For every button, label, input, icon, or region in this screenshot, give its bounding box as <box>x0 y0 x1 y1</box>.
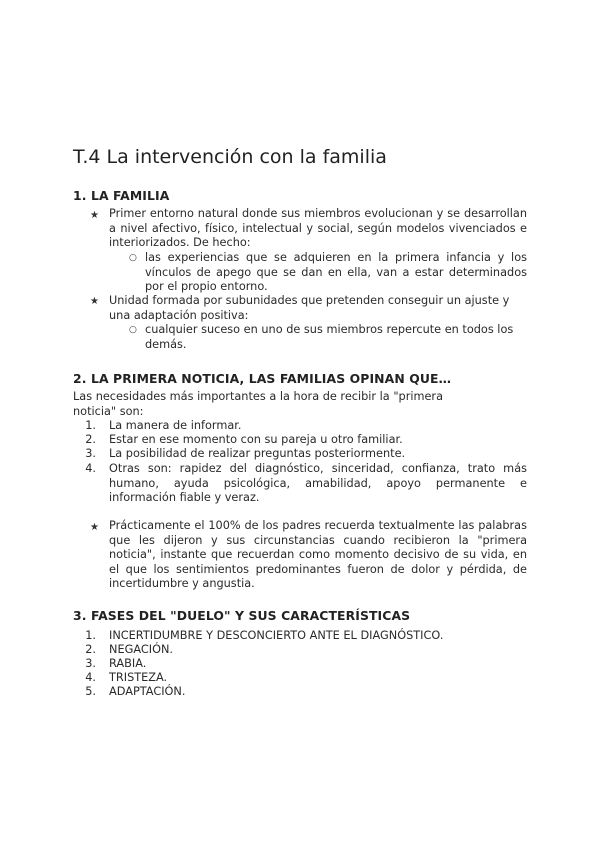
phase-item-1: INCERTIDUMBRE Y DESCONCIERTO ANTE EL DIAGNÓSTICO. <box>109 629 444 642</box>
phase-item-2: NEGACIÓN. <box>109 643 174 656</box>
section-2-item-3: La posibilidad de realizar preguntas posteriormente. <box>109 447 406 460</box>
list-number: 1. <box>85 629 96 642</box>
phase-item-4: TRISTEZA. <box>109 671 168 684</box>
star-bullet-icon: ★ <box>90 522 99 533</box>
circle-bullet-icon: ○ <box>129 325 137 335</box>
document-title: T.4 La intervención con la familia <box>73 146 387 168</box>
circle-bullet-icon: ○ <box>129 253 137 263</box>
list-number: 3. <box>85 447 96 460</box>
section-1-bullet-1-sub: las experiencias que se adquieren en la primera infancia y los vínculos de apego que se dan en ella, van a estar determinados por el propio entorno. <box>145 251 527 293</box>
section-1-bullet-2-sub: cualquier suceso en uno de sus miembros repercute en todos los demás. <box>145 323 514 351</box>
list-number: 4. <box>85 671 96 684</box>
section-2-item-2: Estar en ese momento con su pareja u otro familiar. <box>109 433 403 446</box>
star-bullet-icon: ★ <box>90 210 99 221</box>
phase-item-5: ADAPTACIÓN. <box>109 685 186 698</box>
section-2-heading: 2. LA PRIMERA NOTICIA, LAS FAMILIAS OPINAN QUE… <box>73 371 452 386</box>
section-1-bullet-2: Unidad formada por subunidades que pretenden conseguir un ajuste y una adaptación positiva: <box>109 294 510 322</box>
list-number: 1. <box>85 419 96 432</box>
phase-item-3: RABIA. <box>109 657 147 670</box>
list-number: 4. <box>85 462 96 475</box>
star-bullet-icon: ★ <box>90 296 99 307</box>
section-3-heading: 3. FASES DEL "DUELO" Y SUS CARACTERÍSTICAS <box>73 608 411 623</box>
list-number: 2. <box>85 433 96 446</box>
section-1-heading: 1. LA FAMILIA <box>73 188 170 203</box>
list-number: 3. <box>85 657 96 670</box>
section-1-bullet-1: Primer entorno natural donde sus miembros evolucionan y se desarrollan a nivel afectivo, físico, intelectual y social, según modelos vivenciados e interiorizados. De hecho: <box>109 207 527 249</box>
section-2-intro: Las necesidades más importantes a la hora de recibir la "primera noticia" son: <box>73 390 443 418</box>
list-number: 2. <box>85 643 96 656</box>
section-2-item-1: La manera de informar. <box>109 419 242 432</box>
section-2-item-4: Otras son: rapidez del diagnóstico, sinceridad, confianza, trato más humano, ayuda psicológica, amabilidad, apoyo permanente e información fiable y veraz. <box>109 462 527 504</box>
section-2-star-note: Prácticamente el 100% de los padres recuerda textualmente las palabras que les dijeron y sus circunstancias cuando recibieron la "primera noticia", instante que recuerdan como momento decisivo de su vida, en el que los sentimientos predominantes fueron de dolor y pérdida, de incertidumbre y angustia. <box>109 519 527 590</box>
list-number: 5. <box>85 685 96 698</box>
